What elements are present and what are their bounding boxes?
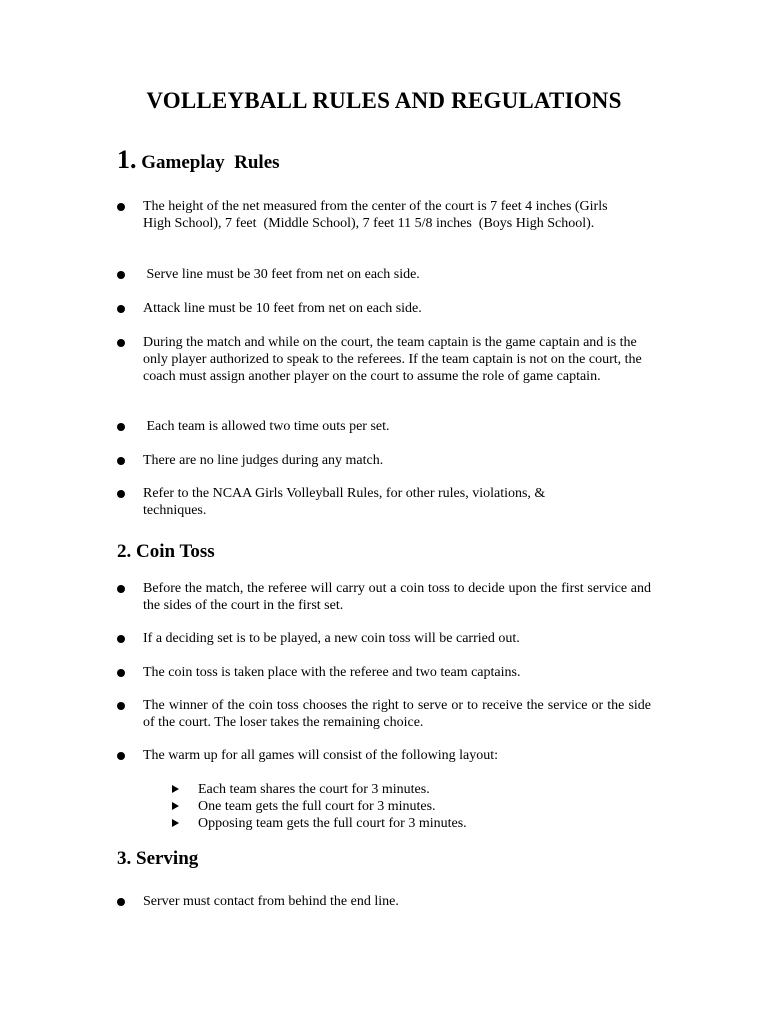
list-item	[117, 630, 657, 647]
bullet-icon	[117, 339, 125, 347]
list-item-text: The coin toss is taken place with the referee and two team captains.	[143, 665, 521, 680]
bullet-icon	[117, 702, 125, 710]
list-item	[117, 747, 657, 764]
list-item-text: The warm up for all games will consist of the following layout:	[143, 748, 498, 763]
bullet-icon	[117, 490, 125, 498]
list-item-text: If a deciding set is to be played, a new coin toss will be carried out.	[143, 631, 520, 646]
section-number: 1.	[117, 145, 137, 174]
list-item	[117, 452, 657, 469]
list-item-text: Server must contact from behind the end line.	[143, 894, 399, 909]
list-item-text: Serve line must be 30 feet from net on each side.	[143, 267, 420, 282]
section-number: 2.	[117, 541, 132, 562]
list-item	[117, 334, 657, 385]
section-heading-gameplay-rules	[117, 145, 280, 175]
list-item-text: There are no line judges during any match.	[143, 453, 384, 468]
section-title: Coin Toss	[136, 541, 215, 562]
list-item	[117, 418, 657, 435]
sub-list-item-text: Opposing team gets the full court for 3 minutes.	[198, 816, 467, 831]
list-item-text: Before the match, the referee will carry out a coin toss to decide upon the first service and the sides of the court in the first set.	[143, 581, 651, 613]
list-item-text: Each team is allowed two time outs per set.	[143, 419, 390, 434]
sub-list	[172, 781, 467, 832]
list-item	[117, 198, 657, 232]
bullet-icon	[117, 669, 125, 677]
bullet-icon	[117, 423, 125, 431]
list-item-text: Refer to the NCAA Girls Volleyball Rules, for other rules, violations, & techniques.	[143, 486, 546, 518]
list-item	[117, 485, 657, 519]
bullet-icon	[117, 635, 125, 643]
list-item	[117, 893, 657, 910]
section-title: Serving	[136, 848, 199, 869]
list-item-text: The height of the net measured from the center of the court is 7 feet 4 inches (Girls High School), 7 feet (Middle School), 7 feet 11 5/8 inches (Boys High School).	[143, 199, 612, 231]
list-item-text: Attack line must be 10 feet from net on each side.	[143, 301, 422, 316]
bullet-icon	[117, 203, 125, 211]
list-item	[117, 580, 657, 614]
section-number: 3.	[117, 848, 132, 869]
section-title: Gameplay Rules	[141, 152, 280, 173]
bullet-icon	[117, 585, 125, 593]
bullet-icon	[117, 271, 125, 279]
bullet-icon	[117, 752, 125, 760]
list-item	[117, 697, 657, 731]
section-heading-coin-toss	[117, 541, 215, 563]
list-item-text: The winner of the coin toss chooses the right to serve or to receive the service or the side of the court. The loser takes the remaining choice.	[143, 698, 651, 730]
arrow-bullet-icon	[172, 785, 179, 793]
sub-list-item	[172, 798, 467, 815]
bullet-icon	[117, 305, 125, 313]
list-item	[117, 664, 657, 681]
document-title: VOLLEYBALL RULES AND REGULATIONS	[146, 88, 622, 113]
sub-list-item	[172, 781, 467, 798]
section-heading-serving	[117, 848, 198, 870]
sub-list-item-text: One team gets the full court for 3 minutes.	[198, 799, 436, 814]
bullet-icon	[117, 457, 125, 465]
sub-list-item-text: Each team shares the court for 3 minutes.	[198, 782, 430, 797]
arrow-bullet-icon	[172, 819, 179, 827]
bullet-icon	[117, 898, 125, 906]
list-item	[117, 266, 657, 283]
list-item-text: During the match and while on the court, the team captain is the game captain and is the only player authorized to speak to the referees. If the team captain is not on the court, the coach must assign another player on the court to assume the role of game captain.	[143, 335, 642, 384]
sub-list-item	[172, 815, 467, 832]
list-item	[117, 300, 657, 317]
arrow-bullet-icon	[172, 802, 179, 810]
